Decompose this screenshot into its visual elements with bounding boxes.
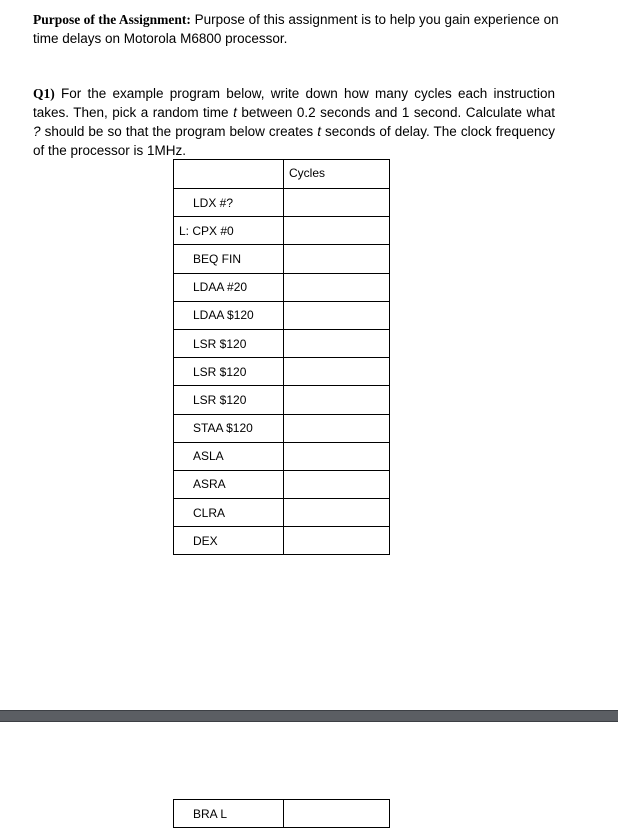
table-row bbox=[174, 189, 390, 217]
cycles-cell bbox=[284, 442, 390, 470]
table-row bbox=[174, 414, 390, 442]
question-text-a: For the example program below, write down how many cycles each instruction takes. Then, pick a random time bbox=[33, 86, 555, 120]
question-text-c: should be so that the program below creates bbox=[40, 124, 318, 139]
cycles-cell bbox=[284, 386, 390, 414]
instruction-cell: LSR $120 bbox=[174, 329, 284, 357]
question-text-d: seconds of delay. The clock frequency of the processor is 1MHz. bbox=[33, 124, 555, 158]
cycles-cell bbox=[284, 358, 390, 386]
cycles-cell bbox=[284, 245, 390, 273]
instruction-cell: LSR $120 bbox=[174, 358, 284, 386]
instruction-cell: CLRA bbox=[174, 499, 284, 527]
table-row bbox=[174, 329, 390, 357]
question-label: Q1) bbox=[33, 86, 55, 101]
cycles-cell bbox=[284, 414, 390, 442]
table-header-row bbox=[174, 160, 390, 189]
instruction-cell: BEQ FIN bbox=[174, 245, 284, 273]
instruction-cell: BRA L bbox=[174, 800, 284, 828]
cycles-cell bbox=[284, 470, 390, 498]
table-row bbox=[174, 301, 390, 329]
instruction-table-continued bbox=[173, 799, 390, 828]
table-row bbox=[174, 386, 390, 414]
cycles-cell bbox=[284, 527, 390, 555]
instruction-header-cell bbox=[174, 160, 284, 189]
cycles-cell bbox=[284, 800, 390, 828]
table-row bbox=[174, 499, 390, 527]
table-row bbox=[174, 217, 390, 245]
instruction-cell: ASLA bbox=[174, 442, 284, 470]
instruction-cell: ASRA bbox=[174, 470, 284, 498]
table-row bbox=[174, 470, 390, 498]
question-var-t: t bbox=[233, 105, 237, 120]
question-var-t-2: t bbox=[317, 124, 321, 139]
table-row bbox=[174, 358, 390, 386]
instruction-table bbox=[173, 159, 390, 555]
table-row bbox=[174, 442, 390, 470]
question-text-b: between 0.2 seconds and 1 second. Calculate what bbox=[236, 105, 555, 120]
cycles-header-cell: Cycles bbox=[284, 160, 390, 189]
page-separator bbox=[0, 710, 618, 722]
instruction-cell: LDAA #20 bbox=[174, 273, 284, 301]
purpose-paragraph bbox=[33, 10, 573, 48]
table-row bbox=[174, 245, 390, 273]
cycles-cell bbox=[284, 189, 390, 217]
instruction-cell: LDX #? bbox=[174, 189, 284, 217]
cycles-cell bbox=[284, 217, 390, 245]
cycles-cell bbox=[284, 273, 390, 301]
table-row bbox=[174, 527, 390, 555]
table-row bbox=[174, 273, 390, 301]
question-var-q: ? bbox=[33, 124, 41, 139]
instruction-cell: LSR $120 bbox=[174, 386, 284, 414]
purpose-heading: Purpose of the Assignment: bbox=[33, 12, 191, 27]
cycles-cell bbox=[284, 301, 390, 329]
question-paragraph bbox=[33, 84, 555, 160]
instruction-cell: DEX bbox=[174, 527, 284, 555]
table-row bbox=[174, 800, 390, 828]
cycles-cell bbox=[284, 499, 390, 527]
instruction-cell: L: CPX #0 bbox=[174, 217, 284, 245]
purpose-text: Purpose of this assignment is to help you gain experience on time delays on Motorola M6800 processor. bbox=[33, 12, 559, 46]
instruction-cell: STAA $120 bbox=[174, 414, 284, 442]
instruction-cell: LDAA $120 bbox=[174, 301, 284, 329]
cycles-cell bbox=[284, 329, 390, 357]
